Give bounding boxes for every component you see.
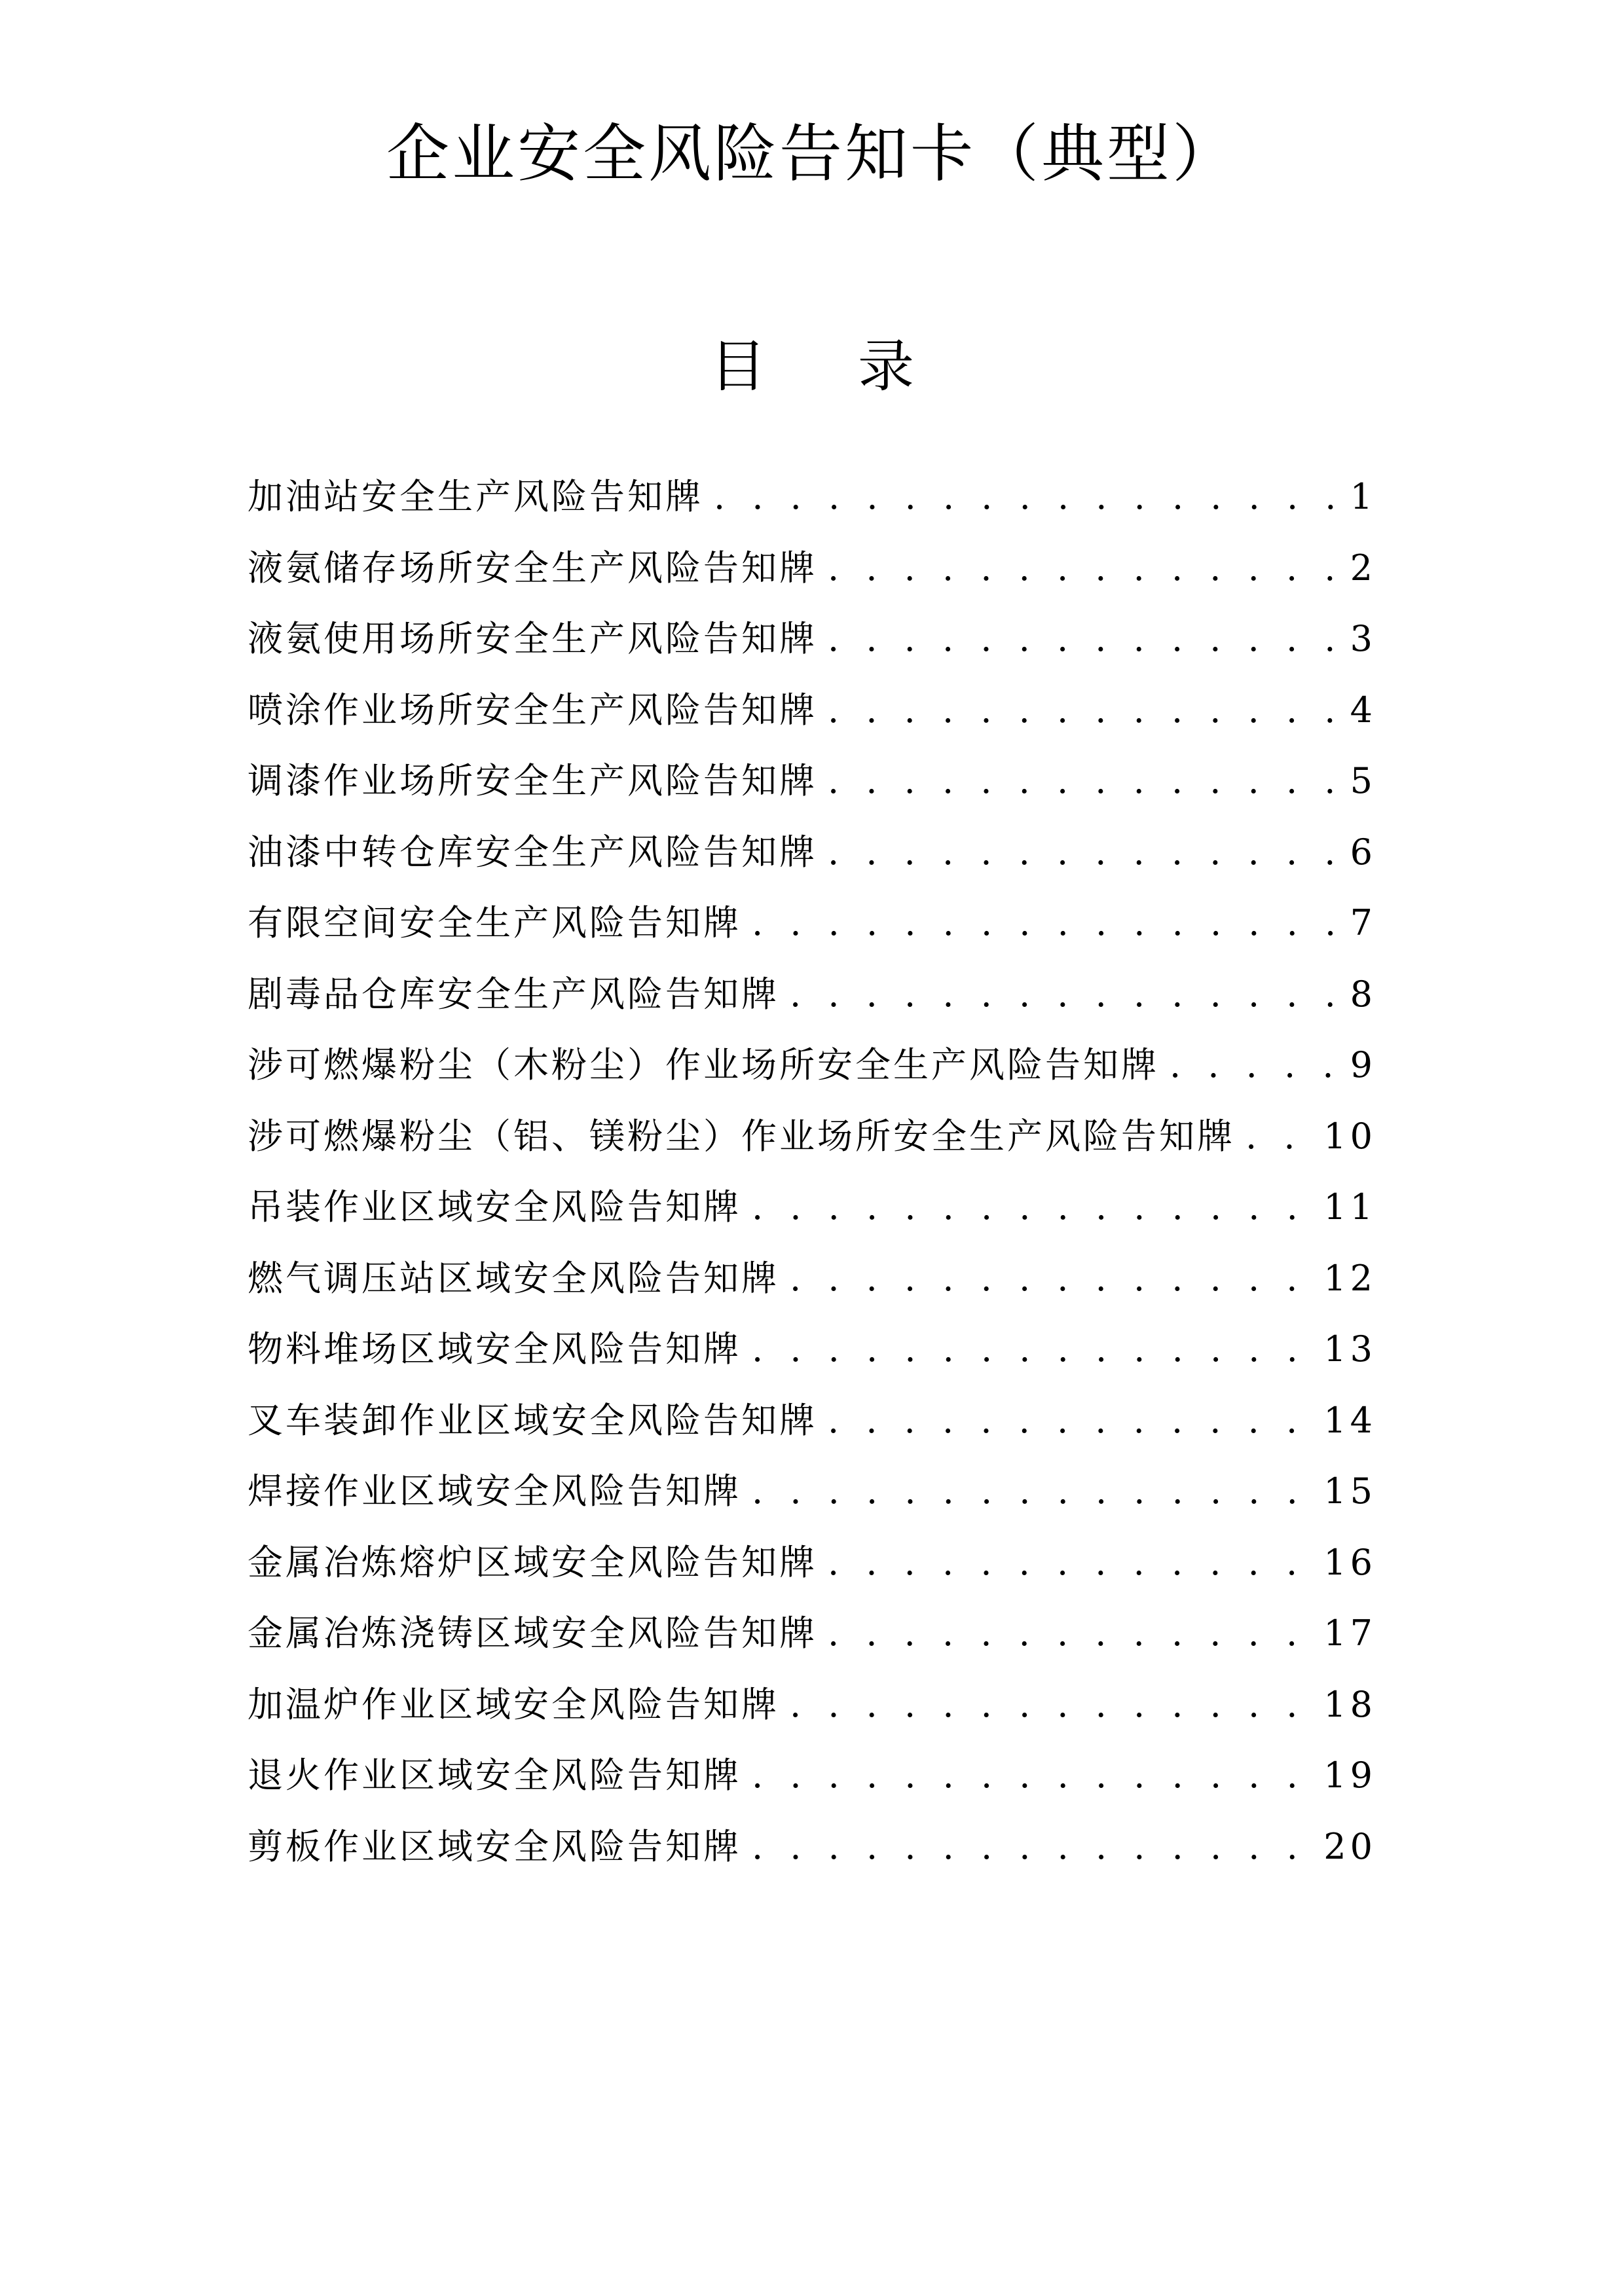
toc-item-page: 2 bbox=[1350, 547, 1376, 589]
toc-item-page: 20 bbox=[1323, 1825, 1376, 1867]
toc-dot-leader bbox=[828, 675, 1344, 746]
toc-item[interactable] bbox=[248, 746, 1376, 817]
toc-item[interactable] bbox=[248, 888, 1376, 959]
toc-item[interactable] bbox=[248, 462, 1376, 533]
toc-dot-leader bbox=[828, 1385, 1317, 1457]
toc-item-label: 涉可燃爆粉尘（铝、镁粉尘）作业场所安全生产风险告知牌 bbox=[248, 1115, 1235, 1157]
toc-item-page: 6 bbox=[1350, 831, 1376, 873]
toc-item-label: 吊装作业区域安全风险告知牌 bbox=[248, 1186, 741, 1228]
toc-item[interactable] bbox=[248, 1243, 1376, 1315]
toc-item-page: 1 bbox=[1350, 476, 1376, 517]
toc-item-label: 液氨使用场所安全生产风险告知牌 bbox=[248, 618, 817, 659]
toc-dot-leader bbox=[790, 1669, 1317, 1741]
toc-item-label: 燃气调压站区域安全风险告知牌 bbox=[248, 1257, 779, 1299]
toc-item-page: 18 bbox=[1323, 1683, 1376, 1725]
page-title: 企业安全风险告知卡（典型） bbox=[386, 117, 1238, 191]
toc-item-page: 19 bbox=[1323, 1755, 1376, 1796]
toc-item-label: 喷涂作业场所安全生产风险告知牌 bbox=[248, 689, 817, 731]
toc-dot-leader bbox=[828, 604, 1344, 675]
toc-item[interactable] bbox=[248, 1812, 1376, 1883]
toc-dot-leader bbox=[828, 1527, 1317, 1599]
toc-item[interactable] bbox=[248, 1456, 1376, 1527]
toc-item-page: 7 bbox=[1350, 902, 1376, 943]
toc-item-page: 9 bbox=[1350, 1044, 1376, 1085]
toc-dot-leader bbox=[1170, 1030, 1344, 1101]
toc-dot-leader bbox=[714, 462, 1344, 533]
toc-dot-leader bbox=[790, 1243, 1317, 1315]
toc-dot-leader bbox=[752, 1456, 1317, 1527]
toc-dot-leader bbox=[828, 817, 1344, 888]
toc-dot-leader bbox=[1246, 1101, 1317, 1173]
toc-dot-leader bbox=[752, 888, 1344, 959]
toc-item[interactable] bbox=[248, 1172, 1376, 1243]
toc-item-page: 13 bbox=[1323, 1328, 1376, 1370]
toc-item[interactable] bbox=[248, 1740, 1376, 1812]
toc-item[interactable] bbox=[248, 675, 1376, 746]
toc-heading-char-2: 录 bbox=[858, 334, 914, 399]
toc-item-label: 涉可燃爆粉尘（木粉尘）作业场所安全生产风险告知牌 bbox=[248, 1044, 1159, 1085]
toc-dot-leader bbox=[828, 533, 1344, 604]
toc-item-label: 剪板作业区域安全风险告知牌 bbox=[248, 1825, 741, 1867]
toc-item-page: 5 bbox=[1350, 760, 1376, 801]
toc-list bbox=[248, 462, 1376, 1882]
toc-item-page: 8 bbox=[1350, 973, 1376, 1015]
toc-item-label: 油漆中转仓库安全生产风险告知牌 bbox=[248, 831, 817, 873]
toc-item[interactable] bbox=[248, 1030, 1376, 1101]
toc-item-page: 10 bbox=[1323, 1115, 1376, 1157]
toc-dot-leader bbox=[752, 1812, 1317, 1883]
toc-item[interactable] bbox=[248, 604, 1376, 675]
toc-item-label: 加油站安全生产风险告知牌 bbox=[248, 476, 703, 517]
toc-item-page: 17 bbox=[1323, 1613, 1376, 1654]
toc-item-label: 叉车装卸作业区域安全风险告知牌 bbox=[248, 1399, 817, 1441]
toc-dot-leader bbox=[790, 959, 1344, 1030]
toc-dot-leader bbox=[828, 1598, 1317, 1669]
toc-dot-leader bbox=[828, 746, 1344, 817]
toc-dot-leader bbox=[752, 1172, 1317, 1243]
toc-heading bbox=[0, 327, 1624, 406]
toc-item[interactable] bbox=[248, 1101, 1376, 1173]
toc-item-label: 焊接作业区域安全风险告知牌 bbox=[248, 1470, 741, 1512]
toc-heading-char-1: 目 bbox=[710, 334, 766, 399]
toc-item-page: 12 bbox=[1323, 1257, 1376, 1299]
toc-item-label: 剧毒品仓库安全生产风险告知牌 bbox=[248, 973, 779, 1015]
toc-item-page: 4 bbox=[1350, 689, 1376, 731]
toc-item-page: 14 bbox=[1323, 1399, 1376, 1441]
toc-item-page: 15 bbox=[1323, 1470, 1376, 1512]
toc-item-label: 物料堆场区域安全风险告知牌 bbox=[248, 1328, 741, 1370]
toc-item-label: 金属冶炼熔炉区域安全风险告知牌 bbox=[248, 1541, 817, 1583]
toc-item[interactable] bbox=[248, 1669, 1376, 1741]
toc-item-label: 有限空间安全生产风险告知牌 bbox=[248, 902, 741, 943]
toc-item[interactable] bbox=[248, 533, 1376, 604]
toc-item-label: 加温炉作业区域安全风险告知牌 bbox=[248, 1683, 779, 1725]
toc-item[interactable] bbox=[248, 1598, 1376, 1669]
toc-item[interactable] bbox=[248, 1527, 1376, 1599]
toc-item-page: 11 bbox=[1323, 1186, 1376, 1228]
toc-item[interactable] bbox=[248, 959, 1376, 1030]
toc-dot-leader bbox=[752, 1740, 1317, 1812]
toc-item-label: 调漆作业场所安全生产风险告知牌 bbox=[248, 760, 817, 801]
toc-item-label: 退火作业区域安全风险告知牌 bbox=[248, 1755, 741, 1796]
toc-item-label: 金属冶炼浇铸区域安全风险告知牌 bbox=[248, 1613, 817, 1654]
toc-item[interactable] bbox=[248, 817, 1376, 888]
toc-item-label: 液氨储存场所安全生产风险告知牌 bbox=[248, 547, 817, 589]
toc-dot-leader bbox=[752, 1314, 1317, 1385]
toc-item[interactable] bbox=[248, 1314, 1376, 1385]
toc-item-page: 16 bbox=[1323, 1541, 1376, 1583]
toc-item-page: 3 bbox=[1350, 618, 1376, 659]
toc-item[interactable] bbox=[248, 1385, 1376, 1457]
